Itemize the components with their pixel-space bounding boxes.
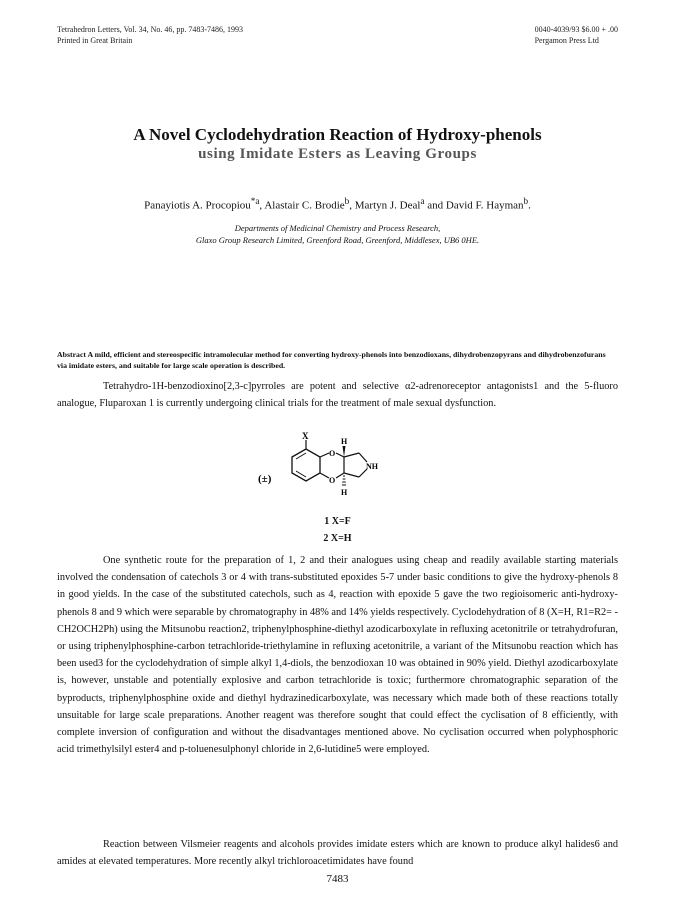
journal-citation: Tetrahedron Letters, Vol. 34, No. 46, pp. 7483-7486, 1993 xyxy=(57,25,244,34)
stereo-wedge-top xyxy=(343,446,346,457)
printed-location: Printed in Great Britain xyxy=(57,36,133,45)
author-4-mark: b xyxy=(523,196,529,206)
racemic-label: (±) xyxy=(258,473,272,485)
paragraph-vilsmeier: Reaction between Vilsmeier reagents and alcohols provides imidate esters which are known to produce alkyl halides6 and amides at elevated temperatures. More recently alkyl trichloroacetimidates have found xyxy=(57,839,618,868)
benzene-ring xyxy=(292,449,320,481)
author-3: , Martyn J. Deal xyxy=(349,199,421,212)
pyrrolidine-bond xyxy=(344,453,359,457)
author-list-end: . xyxy=(528,199,531,212)
pyrrolidine-bond xyxy=(344,473,359,477)
author-3-mark: a xyxy=(420,196,425,206)
author-2: , Alastair C. Brodie xyxy=(259,199,345,212)
article-code: 0040-4039/93 $6.00 + .00 xyxy=(534,25,618,34)
oxygen-bottom-label: O xyxy=(329,476,336,485)
dioxane-bond xyxy=(336,453,344,457)
title-line-1: A Novel Cyclodehydration Reaction of Hydroxy-phenols xyxy=(133,125,542,144)
affiliation xyxy=(0,222,675,246)
compound-1-label: 1 X=F xyxy=(324,516,351,527)
publisher-name: Pergamon Press Ltd xyxy=(534,36,599,45)
author-1: Panayiotis A. Procopiou xyxy=(144,199,251,212)
dioxane-bond xyxy=(320,473,329,478)
affiliation-line-2: Glaxo Group Research Limited, Greenford Road, Greenford, Middlesex, UB6 0HE. xyxy=(195,235,480,245)
abstract: Abstract A mild, efficient and stereospecific intramolecular method for converting hydroxy-phenols into benzodioxans, dihydrobenzopyrans and dihydrobenzofurans via imidate esters, and suitable for large scale operation is described. xyxy=(57,350,606,370)
journal-header xyxy=(57,24,243,46)
author-1-mark: *a xyxy=(250,196,260,206)
paper-title xyxy=(0,125,675,163)
author-list xyxy=(0,196,675,212)
affiliation-line-1: Departments of Medicinal Chemistry and Process Research, xyxy=(234,223,441,233)
page-number: 7483 xyxy=(326,873,349,885)
fluparoxan-structure xyxy=(258,432,398,514)
dioxane-bond xyxy=(336,473,344,478)
oxygen-top-label: O xyxy=(329,449,336,458)
x-label: X xyxy=(302,432,309,441)
paragraph-synthetic-route: One synthetic route for the preparation of 1, 2 and their analogues using cheap and readily available starting materials involved the condensation of catechols 3 or 4 with trans-substituted epoxides 5-7 under basic conditions to give the hydroxy-phenols 8 in good yields. In the case of the substituted catechols, such as 4, reaction with epoxide 5 gave the two regioisomeric anti-hydroxy-phenols 8 and 9 which were separable by chromatography in 48% and 14% yields respectively. Cyclodehydration of 8 (X=H, R1=R2= -CH2OCH2Ph) using the Mitsunobu reaction2, triphenylphosphine-diethyl azodicarboxylate in refluxing acetonitrile or tetrahydrofuran, or using triphenylphosphine-carbon tetrachloride-triethylamine in refluxing acetonitrile, a variant of the Mitsunobu reaction which has been used3 for the cyclodehydration of simple alkyl 1,4-diols, the benzodioxan 10 was obtained in 90% yield. Diethyl azodicarboxylate is, however, unstable and potentially explosive and carbon tetrachloride is toxic; furthermore chromatographic separation of the byproducts, triphenylphosphine oxide and diethyl hydrazinedicarboxylate, was necessary which made both of these reactions totally unsuitable for large scale preparations. Another reagent was therefore sought that could effect the cyclisation of 8 efficiently, with complete inversion of configuration and without the disadvantages mentioned above. No cyclisation occurred when polyphosphoric acid trimethylsilyl ester4 and p-toluenesulphonyl chloride in 2,6-lutidine5 were employed. xyxy=(57,555,618,756)
h-bottom-label: H xyxy=(341,488,348,497)
author-2-mark: b xyxy=(344,196,350,206)
publisher-header xyxy=(535,24,618,46)
compound-2-label: 2 X=H xyxy=(323,533,352,544)
title-line-2: using Imidate Esters as Leaving Groups xyxy=(198,146,477,162)
paragraph-intro: Tetrahydro-1H-benzodioxino[2,3-c]pyrroles are potent and selective α2-adrenoreceptor antagonists1 and the 5-fluoro analogue, Fluparoxan 1 is currently undergoing clinical trials for the treatment of male sexual dysfunction. xyxy=(57,381,618,410)
pyrrolidine-bond xyxy=(359,453,367,462)
h-top-label: H xyxy=(341,437,348,446)
author-4: and David F. Hayman xyxy=(424,199,524,212)
dioxane-bond xyxy=(320,453,329,457)
nh-label: NH xyxy=(366,462,378,471)
